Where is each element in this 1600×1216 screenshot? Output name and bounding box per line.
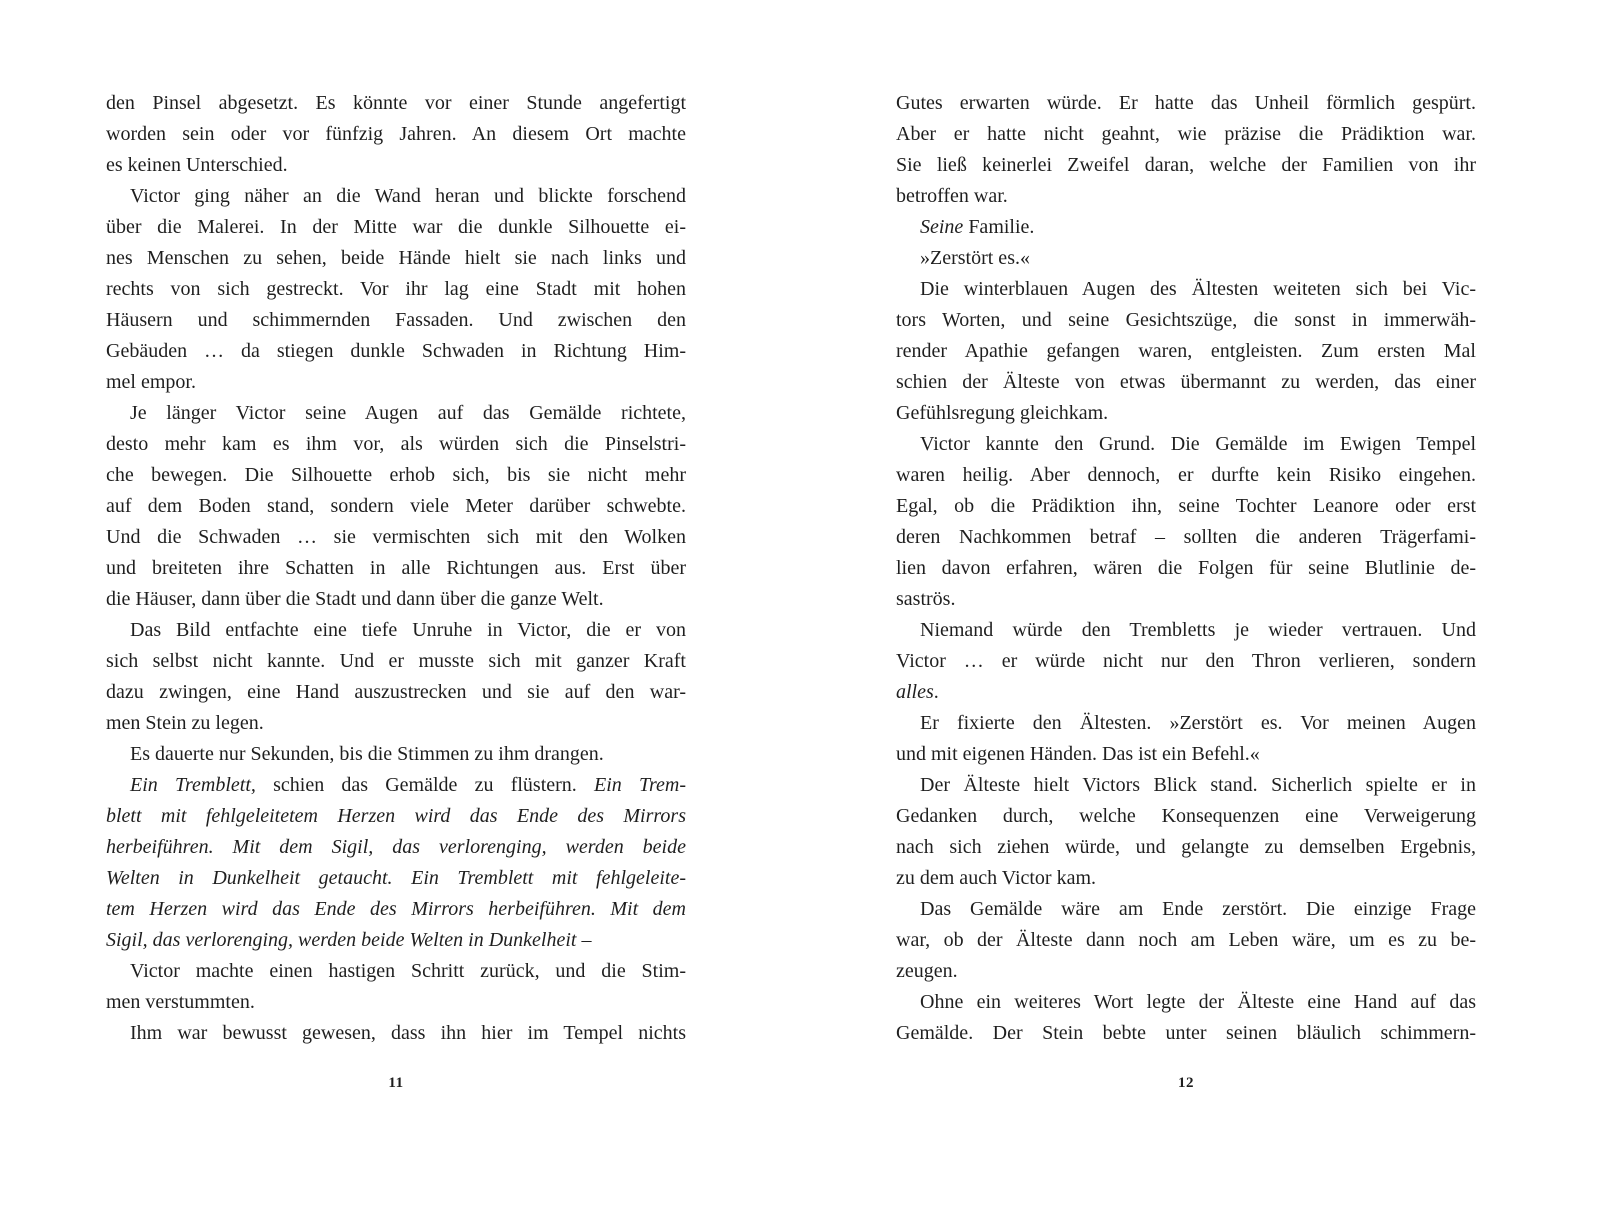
text-run: war, ob der Älteste dann noch am Leben wäre, um es zu be-	[896, 929, 1476, 951]
text-line	[106, 150, 686, 181]
text-run: rechts von sich gestreckt. Vor ihr lag eine Stadt mit hohen	[106, 278, 686, 300]
text-run: über die Malerei. In der Mitte war die dunkle Silhouette ei-	[106, 216, 686, 238]
text-line	[106, 894, 686, 925]
text-run: Aber er hatte nicht geahnt, wie präzise die Prädiktion war.	[896, 123, 1476, 145]
text-run: saströs.	[896, 588, 956, 610]
text-line	[896, 119, 1476, 150]
text-run: Gutes erwarten würde. Er hatte das Unheil förmlich gespürt.	[896, 92, 1476, 114]
text-run: waren heilig. Aber dennoch, er durfte kein Risiko eingehen.	[896, 464, 1476, 486]
text-run: Gebäuden … da stiegen dunkle Schwaden in Richtung Him-	[106, 340, 686, 362]
text-line	[106, 119, 686, 150]
text-run: che bewegen. Die Silhouette erhob sich, bis sie nicht mehr	[106, 464, 686, 486]
text-line	[106, 367, 686, 398]
text-run: Victor ging näher an die Wand heran und blickte forschend	[130, 185, 686, 207]
text-line	[896, 956, 1476, 987]
text-run: desto mehr kam es ihm vor, als würden sich die Pinselstri-	[106, 433, 686, 455]
text-line	[896, 491, 1476, 522]
text-run: Ohne ein weiteres Wort legte der Älteste eine Hand auf das	[920, 991, 1476, 1013]
text-run: Victor machte einen hastigen Schritt zurück, und die Stim-	[130, 960, 686, 982]
text-run: sich selbst nicht kannte. Und er musste sich mit ganzer Kraft	[106, 650, 686, 672]
text-line	[896, 894, 1476, 925]
text-line	[896, 708, 1476, 739]
text-run: zeugen.	[896, 960, 958, 982]
text-line	[106, 863, 686, 894]
page-left-text	[106, 88, 686, 1049]
text-line	[896, 274, 1476, 305]
text-line	[106, 925, 686, 956]
text-line	[106, 243, 686, 274]
text-line	[896, 646, 1476, 677]
text-run: auf dem Boden stand, sondern viele Meter darüber schwebte.	[106, 495, 686, 517]
text-line	[896, 677, 1476, 708]
text-line	[106, 832, 686, 863]
text-run: Häusern und schimmernden Fassaden. Und zwischen den	[106, 309, 686, 331]
text-line	[896, 243, 1476, 274]
text-run: Das Bild entfachte eine tiefe Unruhe in Victor, die er von	[130, 619, 686, 641]
text-run: zu dem auch Victor kam.	[896, 867, 1097, 889]
text-run: Familie.	[963, 216, 1035, 238]
page-right	[896, 88, 1476, 1092]
text-run: betroffen war.	[896, 185, 1008, 207]
text-line	[106, 708, 686, 739]
text-line	[106, 584, 686, 615]
text-run: men verstummten.	[106, 991, 255, 1013]
text-line	[106, 770, 686, 801]
text-run: Er fixierte den Ältesten. »Zerstört es. Vor meinen Augen	[920, 712, 1476, 734]
text-run: render Apathie gefangen waren, entgleisten. Zum ersten Mal	[896, 340, 1476, 362]
page-left-number: 11	[388, 1075, 404, 1091]
text-line	[106, 398, 686, 429]
text-run: Sie ließ keinerlei Zweifel daran, welche der Familien von ihr	[896, 154, 1476, 176]
text-line	[106, 181, 686, 212]
text-run: .	[933, 681, 939, 703]
text-line	[896, 367, 1476, 398]
text-run: deren Nachkommen betraf – sollten die anderen Trägerfami-	[896, 526, 1476, 548]
text-line	[106, 646, 686, 677]
text-run: Es dauerte nur Sekunden, bis die Stimmen zu ihm drangen.	[130, 743, 604, 765]
text-line	[896, 460, 1476, 491]
text-line	[106, 274, 686, 305]
text-run: mel empor.	[106, 371, 196, 393]
text-run: und breiteten ihre Schatten in alle Richtungen aus. Erst über	[106, 557, 686, 579]
text-line	[106, 336, 686, 367]
page-right-number: 12	[1178, 1075, 1194, 1091]
page-right-text	[896, 88, 1476, 1049]
text-run: worden sein oder vor fünfzig Jahren. An diesem Ort machte	[106, 123, 686, 145]
text-line	[106, 429, 686, 460]
text-line	[896, 801, 1476, 832]
text-run: Gefühlsregung gleichkam.	[896, 402, 1109, 424]
page-left	[106, 88, 686, 1092]
text-run-italic: Sigil, das verlorenging, werden beide Welten in Dunkelheit –	[106, 929, 592, 951]
text-run-italic: Ein Tremblett,	[130, 774, 256, 796]
text-run: es keinen Unterschied.	[106, 154, 288, 176]
text-run: dazu zwingen, eine Hand auszustrecken und sie auf den war-	[106, 681, 686, 703]
text-line	[896, 1018, 1476, 1049]
text-line	[106, 801, 686, 832]
text-run: den Pinsel abgesetzt. Es könnte vor einer Stunde angefertigt	[106, 92, 686, 114]
text-line	[106, 987, 686, 1018]
text-line	[896, 584, 1476, 615]
text-run: Gedanken durch, welche Konsequenzen eine Verweigerung	[896, 805, 1476, 827]
text-line	[896, 398, 1476, 429]
text-run-italic: tem Herzen wird das Ende des Mirrors herbeiführen. Mit dem	[106, 898, 686, 920]
text-line	[106, 956, 686, 987]
text-run: Victor kannte den Grund. Die Gemälde im Ewigen Tempel	[920, 433, 1476, 455]
text-run: Die winterblauen Augen des Ältesten weiteten sich bei Vic-	[920, 278, 1476, 300]
text-run: »Zerstört es.«	[920, 247, 1030, 269]
text-run: Und die Schwaden … sie vermischten sich mit den Wolken	[106, 526, 686, 548]
text-run: und mit eigenen Händen. Das ist ein Befehl.«	[896, 743, 1260, 765]
text-run: Der Älteste hielt Victors Blick stand. Sicherlich spielte er in	[920, 774, 1476, 796]
text-line	[106, 212, 686, 243]
text-run: Gemälde. Der Stein bebte unter seinen bläulich schimmern-	[896, 1022, 1476, 1044]
text-line	[896, 739, 1476, 770]
text-line	[896, 863, 1476, 894]
text-line	[106, 305, 686, 336]
text-line	[106, 460, 686, 491]
text-run: Das Gemälde wäre am Ende zerstört. Die einzige Frage	[920, 898, 1476, 920]
text-run-italic: blett mit fehlgeleitetem Herzen wird das Ende des Mirrors	[106, 805, 686, 827]
text-line	[896, 212, 1476, 243]
text-run: Victor … er würde nicht nur den Thron verlieren, sondern	[896, 650, 1476, 672]
text-line	[896, 770, 1476, 801]
text-line	[896, 181, 1476, 212]
text-run-italic: herbeiführen. Mit dem Sigil, das verlorenging, werden beide	[106, 836, 686, 858]
text-line	[896, 832, 1476, 863]
text-run: Egal, ob die Prädiktion ihn, seine Tochter Leanore oder erst	[896, 495, 1476, 517]
text-line	[896, 925, 1476, 956]
text-run: die Häuser, dann über die Stadt und dann über die ganze Welt.	[106, 588, 604, 610]
text-line	[106, 88, 686, 119]
text-run: nach sich ziehen würde, und gelangte zu demselben Ergebnis,	[896, 836, 1476, 858]
text-line	[896, 150, 1476, 181]
text-line	[106, 739, 686, 770]
text-run: men Stein zu legen.	[106, 712, 264, 734]
text-line	[896, 429, 1476, 460]
text-run-italic: alles	[896, 681, 934, 703]
text-run-italic: Seine	[920, 216, 964, 238]
text-line	[106, 1018, 686, 1049]
text-line	[106, 615, 686, 646]
text-line	[896, 305, 1476, 336]
text-run: schien das Gemälde zu flüstern.	[255, 774, 594, 796]
text-line	[896, 522, 1476, 553]
text-line	[896, 88, 1476, 119]
text-run-italic: Welten in Dunkelheit getaucht. Ein Tremblett mit fehlgeleite-	[106, 867, 686, 889]
text-run: nes Menschen zu sehen, beide Hände hielt sie nach links und	[106, 247, 686, 269]
text-line	[896, 336, 1476, 367]
text-run: schien der Älteste von etwas übermannt zu werden, das einer	[896, 371, 1476, 393]
text-line	[106, 491, 686, 522]
text-run: Niemand würde den Trembletts je wieder vertrauen. Und	[920, 619, 1476, 641]
text-line	[106, 553, 686, 584]
text-run: Ihm war bewusst gewesen, dass ihn hier im Tempel nichts	[130, 1022, 686, 1044]
text-run-italic: Ein Trem-	[593, 774, 686, 796]
text-run: Je länger Victor seine Augen auf das Gemälde richtete,	[130, 402, 686, 424]
text-line	[896, 615, 1476, 646]
text-run: lien davon erfahren, wären die Folgen für seine Blutlinie de-	[896, 557, 1476, 579]
text-line	[106, 522, 686, 553]
text-line	[896, 987, 1476, 1018]
text-line	[896, 553, 1476, 584]
text-run: tors Worten, und seine Gesichtszüge, die sonst in immerwäh-	[896, 309, 1476, 331]
text-line	[106, 677, 686, 708]
